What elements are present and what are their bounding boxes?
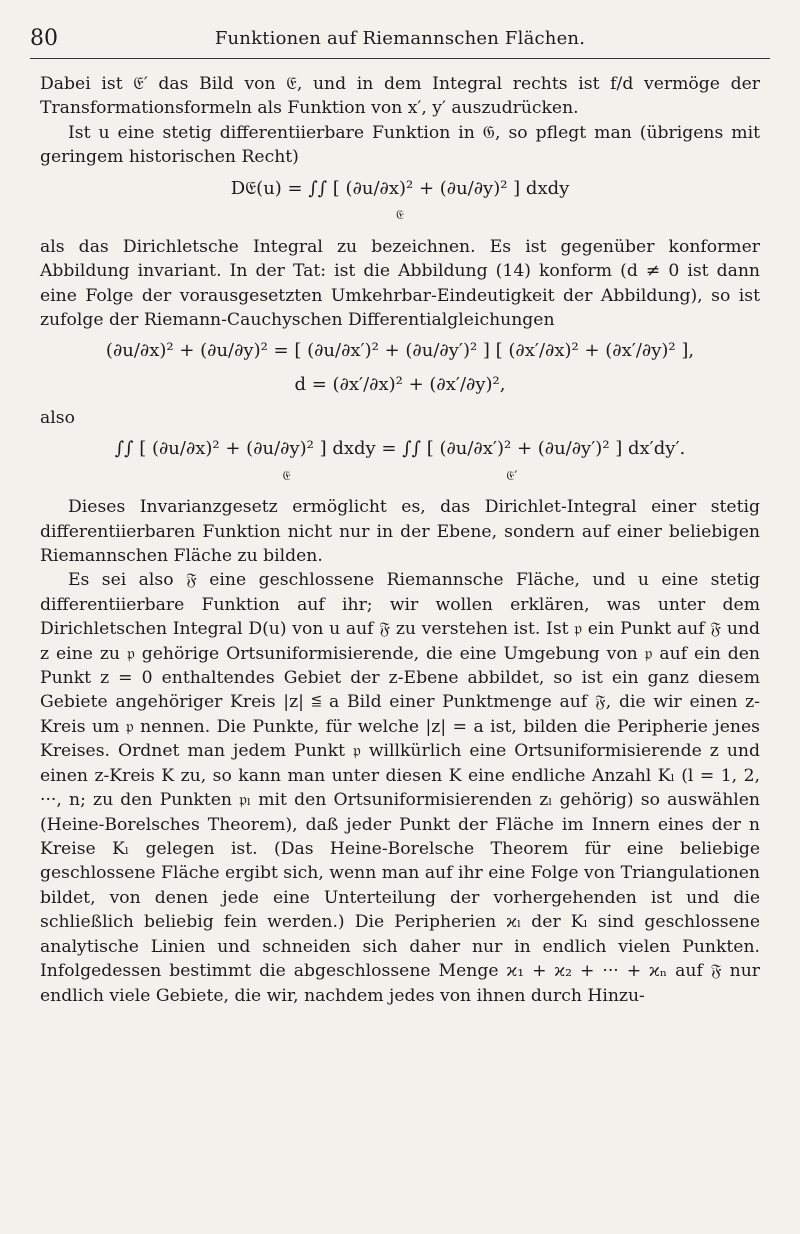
- page-body: [40, 72, 760, 1008]
- page-header: [30, 24, 770, 59]
- page-number: 80: [30, 26, 58, 51]
- equation-1-domain: 𝔈: [396, 208, 404, 224]
- equation-4-domain-left: 𝔈: [282, 468, 291, 484]
- paragraph-3: als das Dirichletsche Integral zu bezeichnen. Es ist gegenüber konformer Abbildung invariant. In der Tat: ist die Abbildung (14) konform (d ≠ 0 ist dann eine Folge der vorausgesetzten Umkehrbar-Eindeutigkeit der Abbildung), so ist zufolge der Riemann-Cauchyschen Differentialgleichungen: [40, 236, 760, 331]
- paragraph-4: Dieses Invarianzgesetz ermöglicht es, das Dirichlet-Integral einer stetig differentiierbaren Funktion nicht nur in der Ebene, sondern auf einer beliebigen Riemannschen Fläche zu bilden.: [40, 497, 760, 566]
- equation-3: d = (∂x′/∂x)² + (∂x′/∂y)²,: [294, 374, 506, 396]
- equation-1: D𝔈(u) = ∫∫ [ (∂u/∂x)² + (∂u/∂y)² ] dxdy: [230, 177, 570, 199]
- equation-4: ∫∫ [ (∂u/∂x)² + (∂u/∂y)² ] dxdy = ∫∫ [ (∂u/∂x′)² + (∂u/∂y′)² ] dx′dy′.: [114, 437, 686, 459]
- equation-dirichlet-integral: [40, 176, 760, 227]
- paragraph-2: Ist u eine stetig differentiierbare Funktion in 𝔊, so pflegt man (übrigens mit geringem historischen Recht): [40, 122, 760, 168]
- running-title: Funktionen auf Riemannschen Flächen.: [214, 28, 586, 49]
- word-also: also: [40, 407, 75, 428]
- paragraph-5: Es sei also 𝔉 eine geschlossene Riemannsche Fläche, und u eine stetig differentiierbare Funktion auf ihr; wir wollen erklären, was unter dem Dirichletschen Integral D(u) von u auf 𝔉 zu verstehen ist. Ist 𝔭 ein Punkt auf 𝔉 und z eine zu 𝔭 gehörige Ortsuniformisierende, die eine Umgebung von 𝔭 auf ein den Punkt z = 0 enthaltendes Gebiet der z-Ebene abbildet, so ist ein ganz diesem Gebiete angehöriger Kreis |z| ≦ a Bild einer Punktmenge auf 𝔉, die wir einen z-Kreis um 𝔭 nennen. Die Punkte, für welche |z| = a ist, bilden die Peripherie jenes Kreises. Ordnet man jedem Punkt 𝔭 willkürlich eine Ortsuniformisierende z und einen z-Kreis K zu, so kann man unter diesen K eine endliche Anzahl Kₗ (l = 1, 2, ···, n; zu den Punkten 𝔭ₗ mit den Ortsuniformisierenden zₗ gehörig) so auswählen (Heine-Borelsches Theorem), daß jeder Punkt der Fläche im Innern eines der n Kreise Kₗ gelegen ist. (Das Heine-Borelsche Theorem für eine beliebige geschlossene Fläche ergibt sich, wenn man auf ihr eine Folge von Triangulationen bildet, von denen jede eine Unterteilung der vorhergehenden ist und die schließlich beliebig fein werden.) Die Peripherien ϰₗ der Kₗ sind geschlossene analytische Linien und schneiden sich daher nur in endlich vielen Punkten. Infolgedessen bestimmt die abgeschlossene Menge ϰ₁ + ϰ₂ + ··· + ϰₙ auf 𝔉 nur endlich viele Gebiete, die wir, nachdem jedes von ihnen durch Hinzu-: [40, 570, 761, 1006]
- paragraph-1: Dabei ist 𝔈′ das Bild von 𝔈, und in dem Integral rechts ist f/d vermöge der Transformationsformeln als Funktion von x′, y′ auszudrücken.: [40, 74, 760, 119]
- equation-2: (∂u/∂x)² + (∂u/∂y)² = [ (∂u/∂x′)² + (∂u/∂y′)² ] [ (∂x′/∂x)² + (∂x′/∂y)² ],: [105, 340, 695, 362]
- equation-invariance: [40, 436, 760, 487]
- equation-4-domain-right: 𝔈′: [506, 468, 518, 484]
